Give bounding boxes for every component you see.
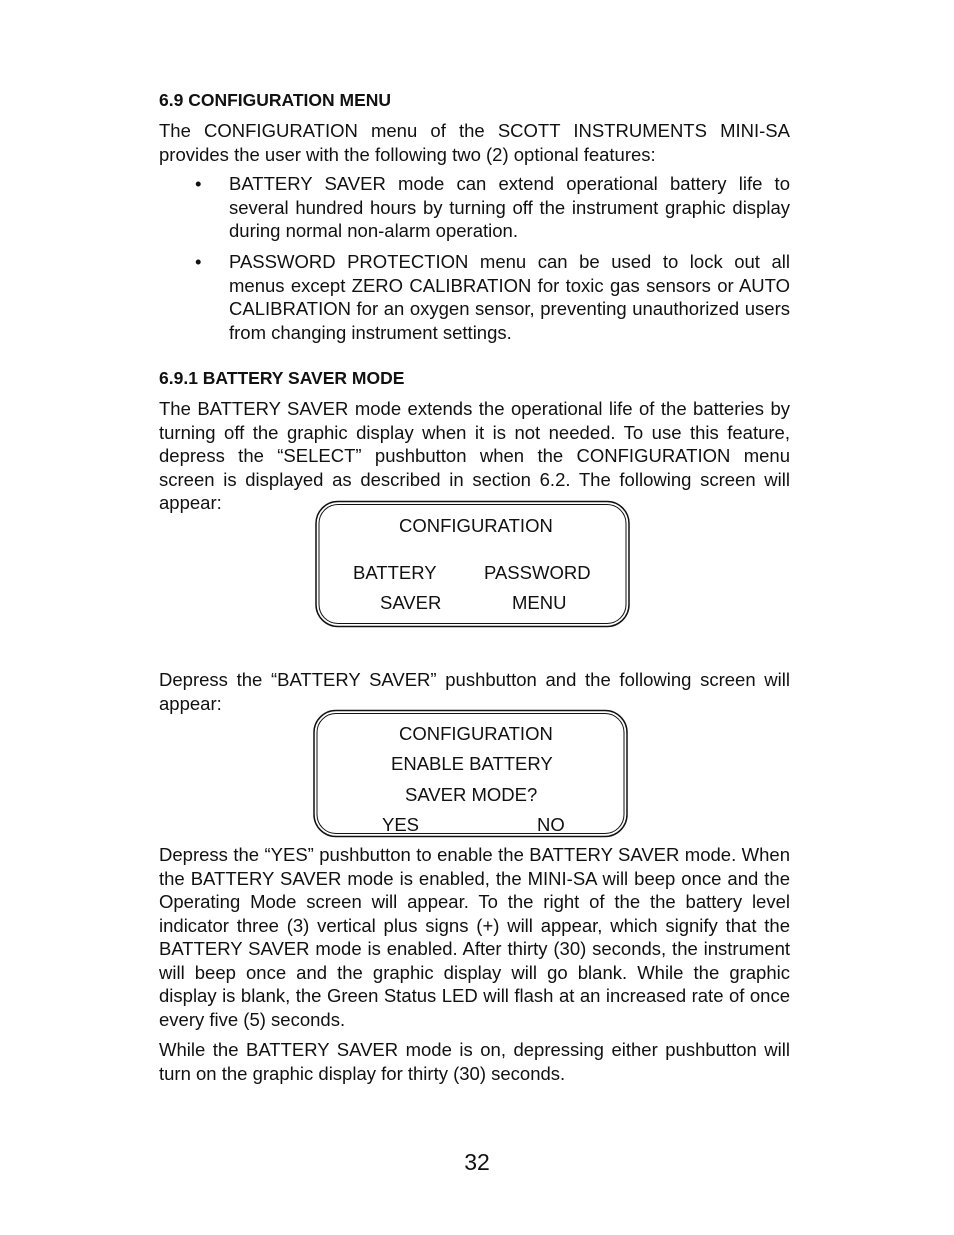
screen-title: CONFIGURATION [399, 723, 553, 744]
saver-label: SAVER [380, 592, 442, 613]
menu-label: MENU [512, 592, 567, 613]
lcd-screen-configuration [314, 500, 631, 629]
yes-label: YES [382, 814, 420, 835]
saver-mode-question: SAVER MODE? [405, 784, 538, 805]
password-label: PASSWORD [484, 562, 591, 583]
paragraph-text: The BATTERY SAVER mode extends the operational life of the batteries by turning off the graphic display when it is not needed. To use this feature, depress the “SELECT” pushbutton when the CONFIGURATION menu screen is displayed as described in section 6.2. The following screen will appear: [159, 398, 790, 513]
section-heading-6-9: 6.9 CONFIGURATION MENU [159, 90, 392, 110]
battery-label: BATTERY [353, 562, 437, 583]
bullet-marker: • [195, 251, 202, 272]
bullet-text: BATTERY SAVER mode can extend operational battery life to several hundred hours by turning off the instrument graphic display during normal non-alarm operation. [229, 173, 790, 241]
paragraph-text: While the BATTERY SAVER mode is on, depressing either pushbutton will turn on the graphic display for thirty (30) seconds. [159, 1039, 790, 1084]
intro-text: The CONFIGURATION menu of the SCOTT INSTRUMENTS MINI-SA provides the user with the following two (2) optional features: [159, 120, 790, 165]
intro-paragraph [159, 119, 790, 166]
bullet-marker: • [195, 173, 202, 194]
no-label: NO [537, 814, 565, 835]
paragraph-text: Depress the “BATTERY SAVER” pushbutton and the following screen will appear: [159, 669, 790, 714]
paragraph-text: Depress the “YES” pushbutton to enable the BATTERY SAVER mode. When the BATTERY SAVER mode is enabled, the MINI-SA will beep once and the Operating Mode screen will appear. To the right of the the battery level indicator three (3) vertical plus signs (+) will appear, which signify that the BATTERY SAVER mode is enabled. After thirty (30) seconds, the instrument will beep once and the graphic display will go blank. While the graphic display is blank, the Green Status LED will flash at an increased rate of once every five (5) seconds. [159, 844, 790, 1030]
screen-title: CONFIGURATION [399, 515, 553, 536]
battery-saver-paragraph-4 [159, 1038, 790, 1085]
bullet-text: PASSWORD PROTECTION menu can be used to lock out all menus except ZERO CALIBRATION for toxic gas sensors or AUTO CALIBRATION for an oxygen sensor, preventing unauthorized users from changing instrument settings. [229, 251, 790, 343]
lcd-screen-enable-battery-saver [312, 709, 629, 839]
page-number: 32 [464, 1149, 490, 1175]
battery-saver-paragraph-1 [159, 397, 790, 515]
enable-battery-label: ENABLE BATTERY [391, 753, 553, 774]
battery-saver-paragraph-3 [159, 843, 790, 1031]
section-heading-6-9-1: 6.9.1 BATTERY SAVER MODE [159, 368, 405, 388]
battery-saver-paragraph-2 [159, 668, 790, 715]
